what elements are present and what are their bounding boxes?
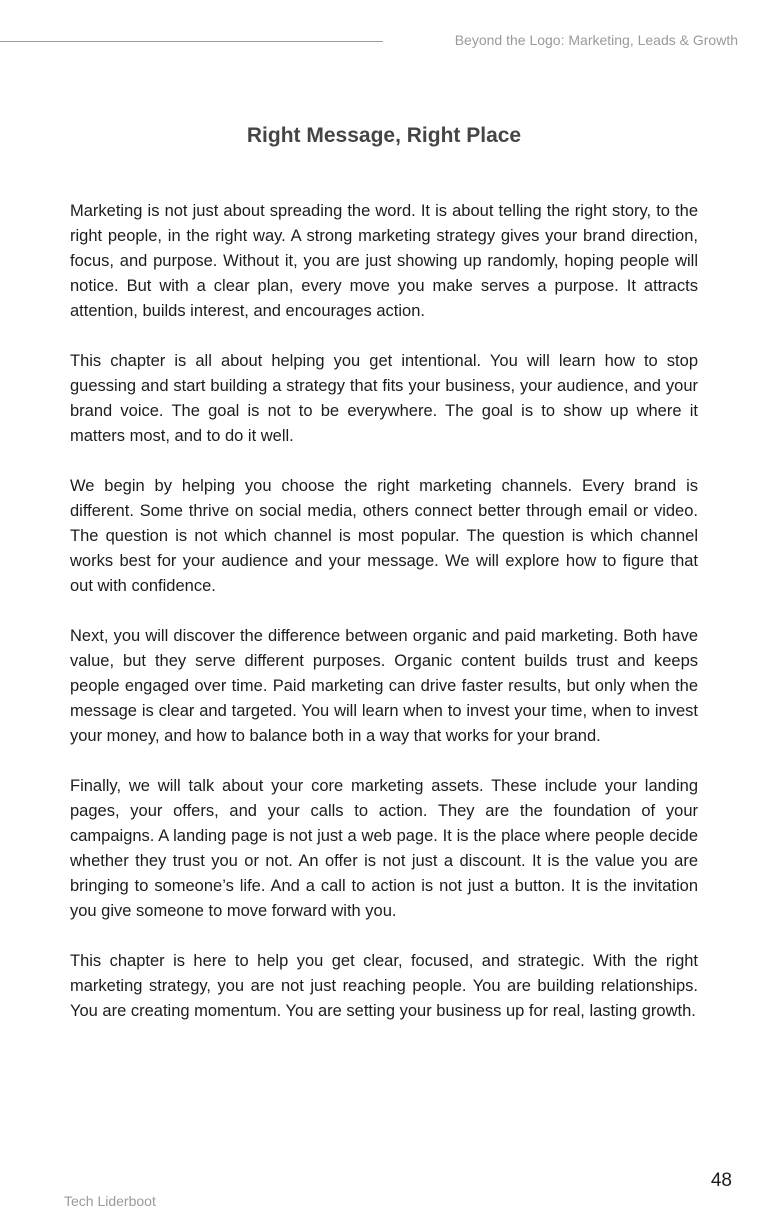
paragraph: We begin by helping you choose the right marketing channels. Every brand is different. Some thrive on social media, others connect better through email or video. The question is not which channel is most popular. The question is which channel works best for your audience and your message. We will explore how to figure that out with confidence. bbox=[70, 477, 698, 595]
chapter-title: Right Message, Right Place bbox=[246, 124, 522, 147]
paragraph: This chapter is all about helping you get intentional. You will learn how to stop guessing and start building a strategy that fits your business, your audience, and your brand voice. The goal is not to be everywhere. The goal is to show up where it matters most, and to do it well. bbox=[70, 352, 698, 445]
running-head: Beyond the Logo: Marketing, Leads & Growth bbox=[454, 32, 738, 48]
header-rule bbox=[0, 41, 383, 42]
page-number: 48 bbox=[710, 1170, 732, 1191]
footer-author: Tech Liderboot bbox=[64, 1193, 156, 1209]
paragraph: Marketing is not just about spreading the word. It is about telling the right story, to the right people, in the right way. A strong marketing strategy gives your brand direction, focus, and purpose. Without it, you are just showing up randomly, hoping people will notice. But with a clear plan, every move you make serves a purpose. It attracts attention, builds interest, and encourages action. bbox=[70, 202, 698, 320]
body-text bbox=[70, 199, 698, 1049]
paragraph: This chapter is here to help you get clear, focused, and strategic. With the right marketing strategy, you are not just reaching people. You are building relationships. You are creating momentum. You are setting your business up for real, lasting growth. bbox=[70, 952, 698, 1020]
paragraph: Finally, we will talk about your core marketing assets. These include your landing pages, your offers, and your calls to action. They are the foundation of your campaigns. A landing page is not just a web page. It is the place where people decide whether they trust you or not. An offer is not just a discount. It is the value you are bringing to someone’s life. And a call to action is not just a button. It is the invitation you give someone to move forward with you. bbox=[70, 777, 698, 920]
paragraph: Next, you will discover the difference between organic and paid marketing. Both have value, but they serve different purposes. Organic content builds trust and keeps people engaged over time. Paid marketing can drive faster results, but only when the message is clear and targeted. You will learn when to invest your time, when to invest your money, and how to balance both in a way that works for your brand. bbox=[70, 627, 698, 745]
